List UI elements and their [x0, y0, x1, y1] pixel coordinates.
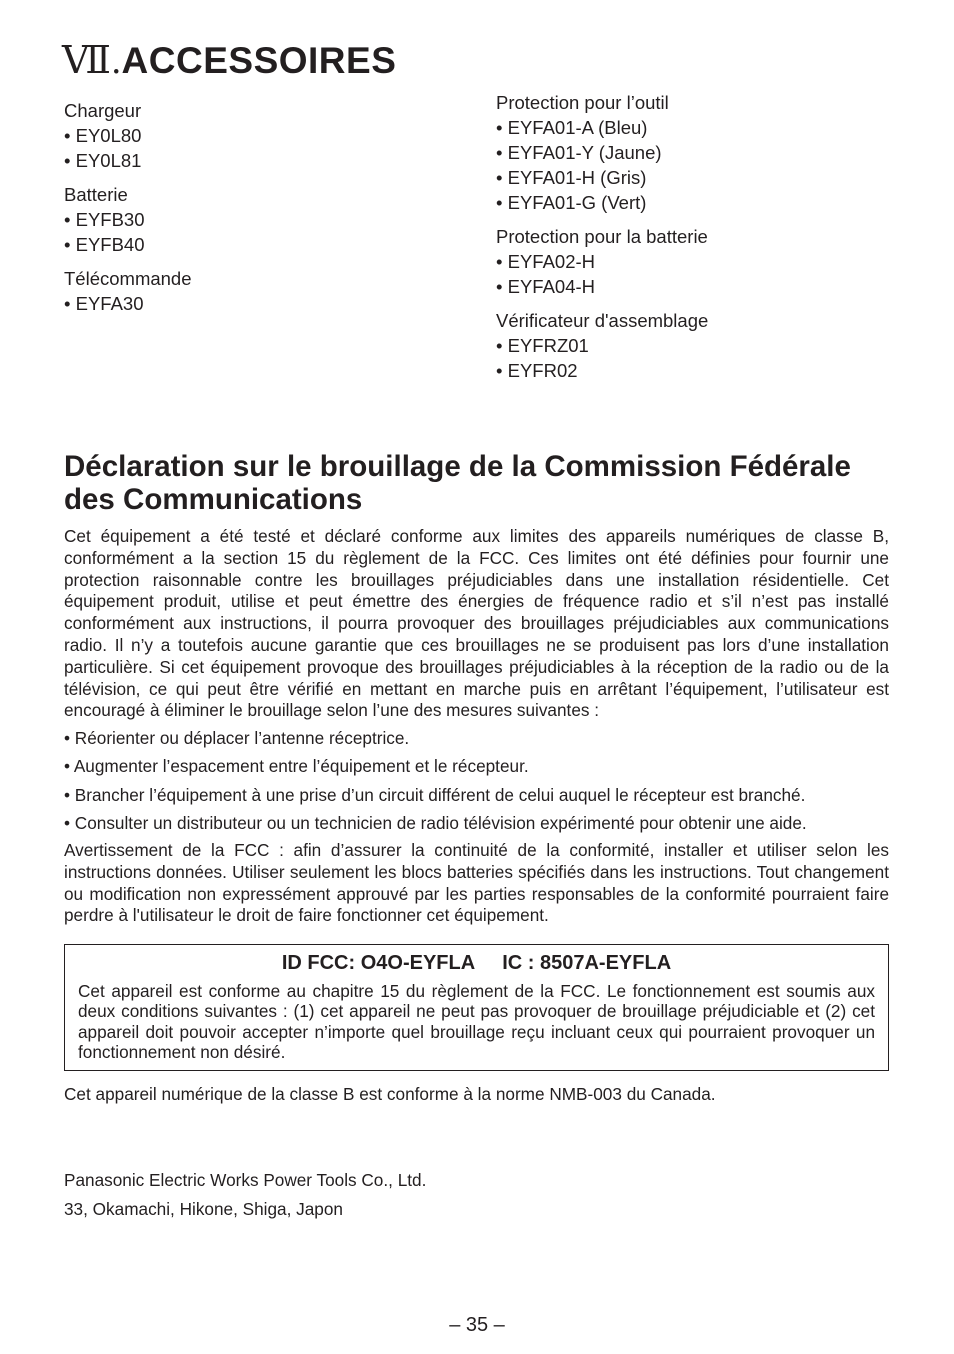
accessory-group-heading: Protection pour l’outil [496, 92, 669, 113]
manufacturer-address: 33, Okamachi, Hikone, Shiga, Japon [64, 1199, 343, 1219]
fcc-id-line: ID FCC: O4O-EYFLA IC : 8507A-EYFLA [281, 952, 672, 974]
fcc-heading: Déclaration sur le brouillage de la Commission Fédérale des Communications [64, 450, 851, 516]
accessories-right-column [496, 90, 896, 392]
accessory-group-heading: Télécommande [64, 268, 192, 289]
accessory-item: • EYFB40 [64, 234, 145, 255]
accessory-item: • EYFA01-G (Vert) [496, 192, 647, 213]
page-number: – 35 – [449, 1314, 505, 1336]
accessory-item: • EY0L81 [64, 150, 142, 171]
accessory-item: • EYFB30 [64, 209, 145, 230]
accessory-group-heading: Batterie [64, 184, 128, 205]
accessory-item: • EYFA04-H [496, 276, 596, 297]
accessory-group-battery [64, 182, 444, 257]
accessory-item: • EYFA01-Y (Jaune) [496, 142, 662, 163]
fcc-warning-paragraph: Avertissement de la FCC : afin d’assurer la continuité de la conformité, installer et utiliser selon les instructions données. Utiliser seulement les blocs batteries spécifiés dans les instructions. Tout changement ou modification non expressément approuvé par les parties responsables de la conformité pourraient faire perdre à l'utilisateur le droit de faire fonctionner cet équipement. [64, 840, 889, 926]
accessory-group-tool-protection [496, 90, 896, 215]
accessory-item: • EYFRZ01 [496, 335, 589, 356]
accessory-group-charger [64, 98, 444, 173]
fcc-id-box [64, 944, 889, 1071]
list-item: • Réorienter ou déplacer l’antenne réceptrice. [64, 728, 410, 748]
accessory-item: • EYFR02 [496, 360, 578, 381]
accessory-item: • EYFA02-H [496, 251, 596, 272]
accessory-item: • EYFA01-H (Gris) [496, 167, 647, 188]
accessory-group-heading: Protection pour la batterie [496, 226, 708, 247]
fcc-paragraph-main: Cet équipement a été testé et déclaré conforme aux limites des appareils numériques de classe B, conformément a la section 15 du règlement de la FCC. Ces limites ont été définies pour fournir une protection raisonnable contre les brouillages préjudiciables dans une installation résidentielle. Cet équipement produit, utilise et peut émettre des énergies de fréquence radio et s’il n’est pas installé conformément aux instructions, il pourra provoquer des brouillages préjudiciables aux communications radio. Il n’y a toutefois aucune garantie que ces brouillages ne se produisent pas lors d’une installation particulière. Si cet équipement provoque des brouillages préjudiciables à la réception de la radio ou de la télévision, ce qui peut être vérifié en mettant en marche puis en arrêtant l’équipement, l’utilisateur est encouragé à éliminer le brouillage selon l’une des mesures suivantes : [64, 526, 889, 721]
accessory-item: • EY0L80 [64, 125, 142, 146]
list-item: • Brancher l’équipement à une prise d’un circuit différent de celui auquel le récepteur est branché. [64, 784, 806, 805]
fcc-measures-list [64, 727, 889, 841]
section-title [62, 38, 396, 83]
list-item: • Augmenter l’espacement entre l’équipement et le récepteur. [64, 756, 529, 777]
accessory-item: • EYFA01-A (Bleu) [496, 117, 648, 138]
section-title-text: ACCESSOIRES [121, 40, 397, 81]
accessory-item: • EYFA30 [64, 293, 144, 314]
accessory-group-assembly-checker [496, 308, 896, 383]
accessory-group-battery-protection [496, 224, 896, 299]
accessory-group-heading: Vérificateur d'assemblage [496, 310, 709, 331]
accessory-group-remote [64, 266, 444, 316]
accessories-left-column [64, 98, 444, 325]
section-roman-numeral: Ⅶ. [62, 40, 122, 82]
manufacturer-name: Panasonic Electric Works Power Tools Co., Ltd. [64, 1170, 427, 1190]
accessory-group-heading: Chargeur [64, 100, 142, 121]
list-item: • Consulter un distributeur ou un technicien de radio télévision expérimenté pour obtenir une aide. [64, 813, 807, 834]
fcc-box-text: Cet appareil est conforme au chapitre 15 du règlement de la FCC. Le fonctionnement est soumis aux deux conditions suivantes : (1) cet appareil ne peut pas provoquer de brouillage préjudiciable et (2) cet appareil doit pouvoir accepter n’importe quel brouillage reçu incluant ceux qui pourraient provoquer un fonctionnement non désiré. [78, 981, 875, 1063]
canada-compliance-note: Cet appareil numérique de la classe B est conforme à la norme NMB-003 du Canada. [64, 1084, 716, 1104]
